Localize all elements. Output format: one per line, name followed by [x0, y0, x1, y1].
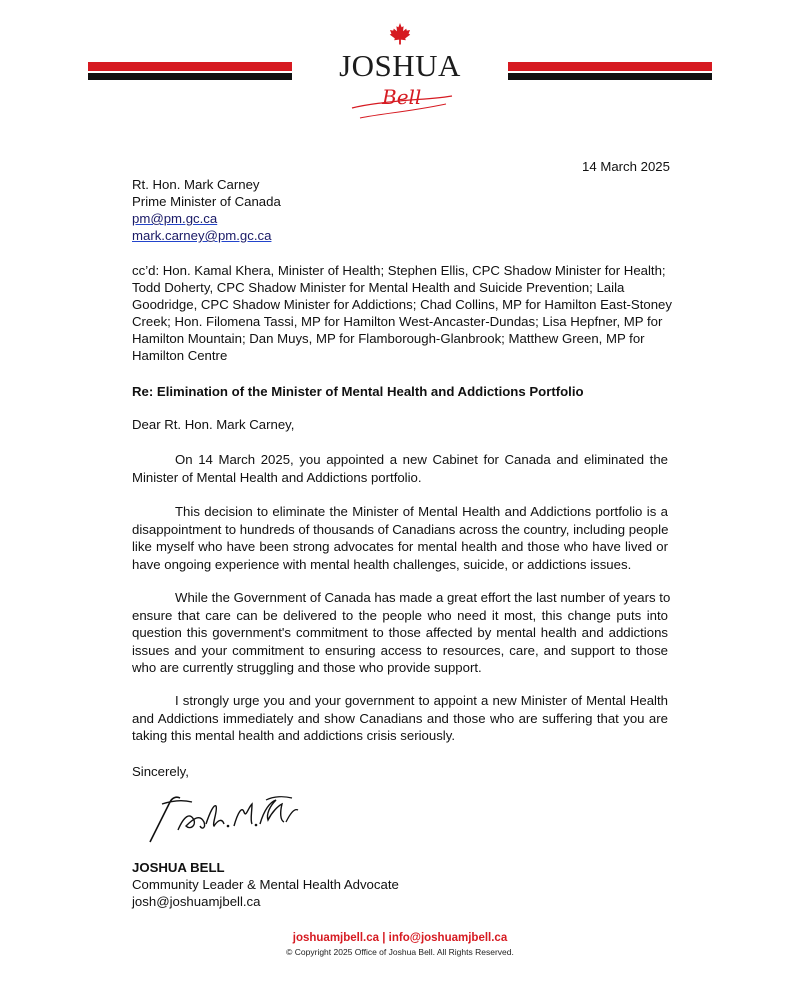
recipient-title: Prime Minister of Canada	[132, 194, 281, 209]
letterhead-rule-right	[508, 62, 712, 82]
signer-block	[132, 859, 399, 910]
logo-script-text: Bell	[382, 85, 422, 109]
letterhead-rule-left	[88, 62, 292, 82]
salutation: Dear Rt. Hon. Mark Carney,	[132, 417, 295, 432]
paragraph-line: On 14 March 2025, you appointed a new Cabinet for Canada and eliminated the	[175, 452, 668, 467]
paragraph-line: have ongoing experience with mental health challenges, suicide, or addictions issues.	[132, 556, 632, 572]
logo-wordmark: JOSHUA	[339, 48, 461, 83]
paragraph-4	[132, 692, 668, 745]
handwritten-signature	[140, 790, 310, 850]
paragraph-line: Minister of Mental Health and Addictions portfolio.	[132, 469, 422, 485]
paragraph-line: issues and your commitment to ensuring access to resources, care, and support to those	[132, 642, 668, 658]
logo-script-bell	[348, 74, 458, 120]
paragraph-line: disappointment to hundreds of thousands of Canadians across the country, including people	[132, 521, 669, 537]
paragraph-line: This decision to eliminate the Minister of Mental Health and Addictions portfolio is a	[175, 504, 668, 519]
joshua-bell-logo	[318, 22, 482, 118]
recipient-email-carney[interactable]: mark.carney@pm.gc.ca	[132, 228, 272, 243]
letterhead	[0, 0, 800, 130]
signer-role: Community Leader & Mental Health Advocate	[132, 877, 399, 892]
footer-copyright: © Copyright 2025 Office of Joshua Bell. All Rights Reserved.	[286, 947, 514, 957]
paragraph-1	[132, 451, 668, 486]
paragraph-line: While the Government of Canada has made a great effort the last number of years to	[175, 590, 671, 605]
paragraph-line: who are currently struggling and those who provide support.	[132, 660, 482, 675]
recipient-block	[132, 176, 281, 244]
paragraph-3	[132, 589, 671, 677]
signer-email[interactable]: josh@joshuamjbell.ca	[132, 894, 261, 909]
cc-list: cc’d: Hon. Kamal Khera, Minister of Health; Stephen Ellis, CPC Shadow Minister for Health; Todd Doherty, CPC Shadow Minister for Mental Health and Suicide Prevention; Laila Goodridge, CPC Shadow Minister for Addictions; Chad Collins, MP for Hamilton East-Stoney Creek; Hon. Filomena Tassi, MP for Hamilton West-Ancaster-Dundas; Lisa Hepfner, MP for Hamilton Mountain; Dan Muys, MP for Flamborough-Glanbrook; Matthew Green, MP for Hamilton Centre	[132, 263, 672, 363]
recipient-name: Rt. Hon. Mark Carney	[132, 177, 260, 192]
paragraph-line: I strongly urge you and your government to appoint a new Minister of Mental Health	[175, 693, 668, 708]
footer-links[interactable]: joshuamjbell.ca | info@joshuamjbell.ca	[292, 932, 508, 944]
subject-line: Re: Elimination of the Minister of Mental Health and Addictions Portfolio	[132, 384, 584, 399]
signer-name: JOSHUA BELL	[132, 860, 225, 875]
paragraph-line: question this government's commitment to those affected by mental health and addictions	[132, 625, 668, 640]
letter-date: 14 March 2025	[582, 159, 670, 174]
paragraph-line: ensure that care can be delivered to the people who need it most, this change puts into	[132, 607, 668, 623]
recipient-email-pm[interactable]: pm@pm.gc.ca	[132, 211, 218, 226]
maple-leaf-icon	[388, 22, 412, 46]
paragraph-line: taking this mental health and addictions crisis seriously.	[132, 728, 456, 743]
paragraph-2	[132, 503, 668, 573]
paragraph-line: like myself who have been strong advocates for mental health and those who have lived or	[132, 539, 668, 554]
closing: Sincerely,	[132, 764, 189, 779]
paragraph-line: and Addictions immediately and show Canadians and those who are suffering that you are	[132, 710, 668, 726]
